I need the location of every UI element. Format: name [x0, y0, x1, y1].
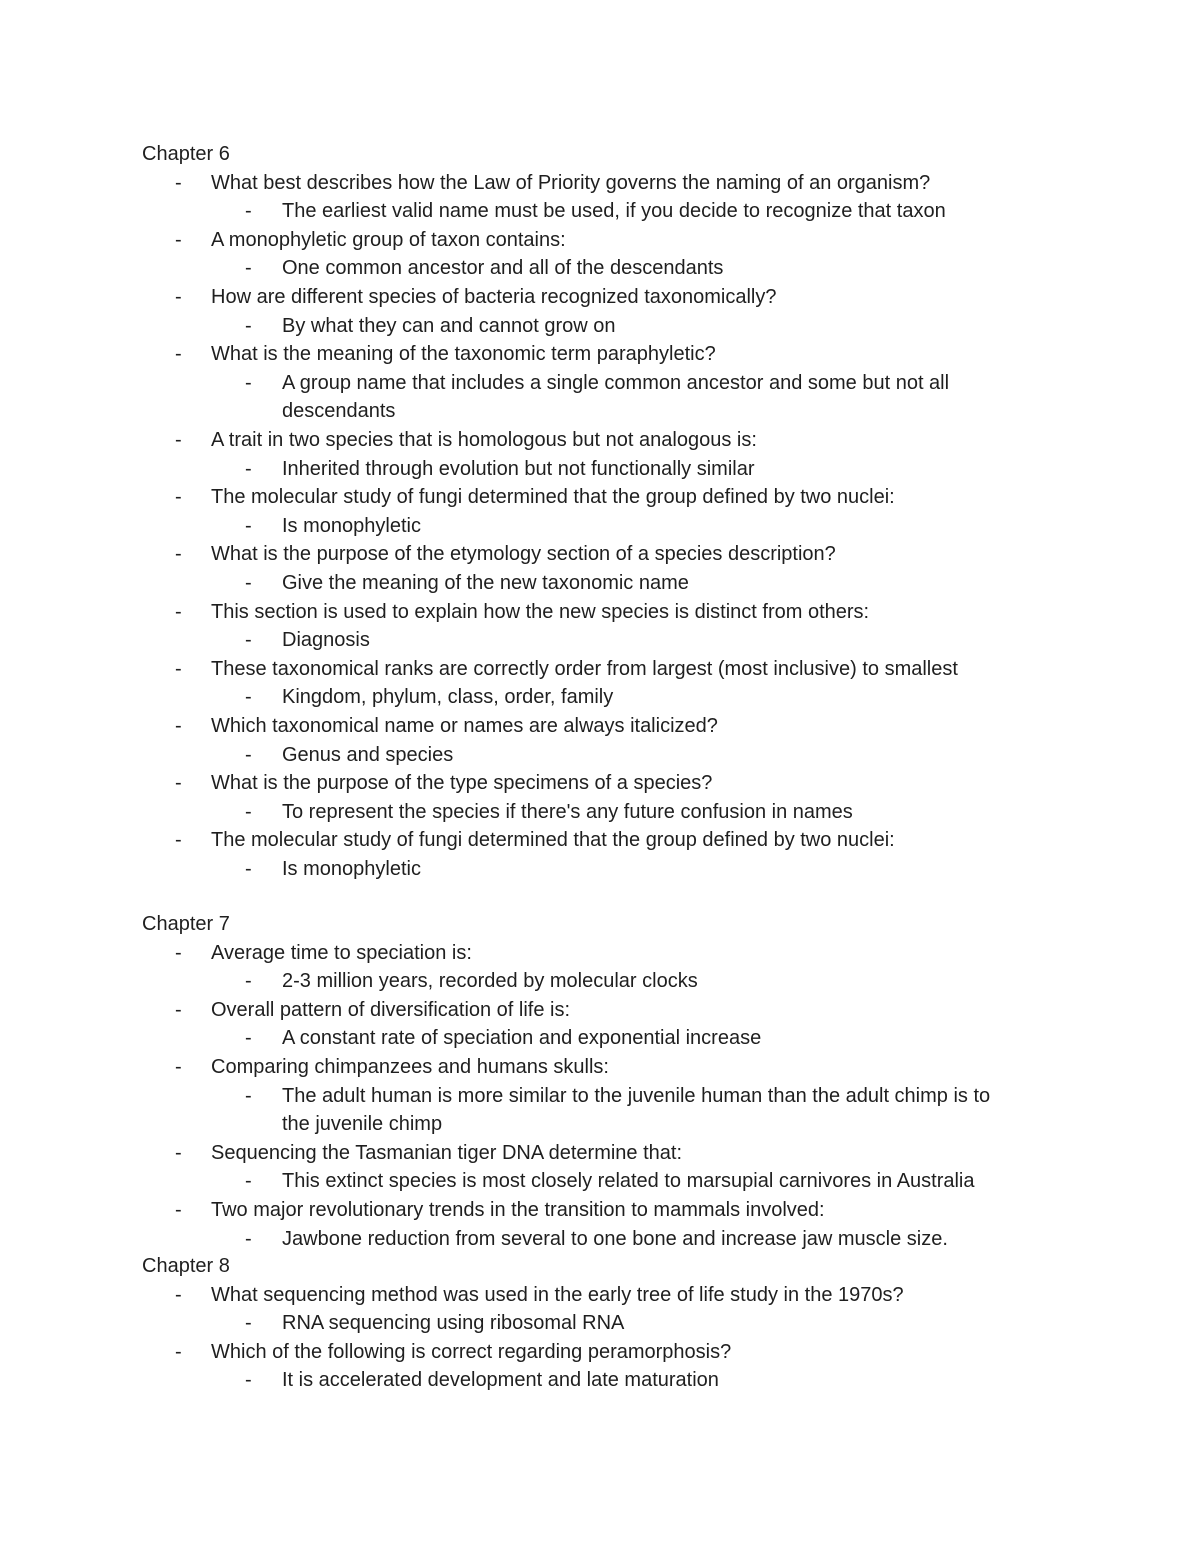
question-text: These taxonomical ranks are correctly order from largest (most inclusive) to smallest — [211, 657, 958, 680]
answer-text: RNA sequencing using ribosomal RNA — [282, 1312, 625, 1335]
question-text: A trait in two species that is homologous but not analogous is: — [211, 429, 757, 451]
answer-text: Jawbone reduction from several to one bone and increase jaw muscle size. — [282, 1227, 948, 1250]
answer-text: descendants — [282, 400, 396, 423]
answer-bullet: - — [245, 200, 252, 223]
answer-bullet: - — [245, 1312, 252, 1335]
answer-bullet: - — [245, 858, 252, 880]
answer-bullet: - — [245, 1369, 252, 1392]
answer-text: Is monophyletic — [282, 514, 421, 537]
chapter-heading: Chapter 8 — [142, 1255, 230, 1277]
question-text: A monophyletic group of taxon contains: — [211, 228, 566, 251]
answer-bullet: - — [245, 572, 252, 594]
question-text: Comparing chimpanzees and humans skulls: — [211, 1056, 609, 1078]
question-text: Average time to speciation is: — [211, 941, 472, 964]
question-bullet: - — [175, 998, 182, 1021]
answer-text: 2-3 million years, recorded by molecular clocks — [282, 970, 698, 993]
question-bullet: - — [175, 429, 182, 451]
question-bullet: - — [175, 486, 182, 509]
answer-bullet: - — [245, 314, 252, 337]
question-bullet: - — [175, 715, 182, 737]
question-text: Which of the following is correct regarding peramorphosis? — [211, 1340, 732, 1363]
answer-bullet: - — [245, 457, 252, 480]
answer-bullet: - — [245, 371, 252, 394]
question-bullet: - — [175, 1340, 182, 1363]
answer-bullet: - — [245, 800, 252, 823]
answer-bullet: - — [245, 743, 252, 766]
question-bullet: - — [175, 1283, 182, 1306]
answer-text: Is monophyletic — [282, 858, 421, 880]
answer-text: This extinct species is most closely related to marsupial carnivores in Australia — [282, 1170, 975, 1193]
question-bullet: - — [175, 600, 182, 623]
question-bullet: - — [175, 772, 182, 795]
question-bullet: - — [175, 286, 182, 308]
answer-text: Inherited through evolution but not functionally similar — [282, 457, 755, 480]
answer-bullet: - — [245, 514, 252, 537]
answer-text: One common ancestor and all of the descendants — [282, 257, 724, 280]
answer-text: The adult human is more similar to the juvenile human than the adult chimp is to — [282, 1084, 991, 1107]
question-bullet: - — [175, 1141, 182, 1164]
question-text: What sequencing method was used in the early tree of life study in the 1970s? — [211, 1283, 904, 1306]
question-bullet: - — [175, 829, 182, 852]
question-text: Two major revolutionary trends in the transition to mammals involved: — [211, 1199, 825, 1221]
question-bullet: - — [175, 171, 182, 194]
question-bullet: - — [175, 343, 182, 366]
question-text: What is the meaning of the taxonomic term paraphyletic? — [211, 343, 716, 366]
answer-text: To represent the species if there's any future confusion in names — [282, 800, 853, 823]
answer-text: By what they can and cannot grow on — [282, 314, 616, 337]
answer-bullet: - — [245, 257, 252, 280]
answer-text: Give the meaning of the new taxonomic name — [282, 572, 689, 594]
question-text: Overall pattern of diversification of life is: — [211, 998, 571, 1021]
question-text: What best describes how the Law of Priority governs the naming of an organism? — [211, 171, 931, 194]
answer-bullet: - — [245, 1170, 252, 1193]
question-text: Which taxonomical name or names are always italicized? — [211, 715, 718, 737]
question-text: The molecular study of fungi determined that the group defined by two nuclei: — [211, 829, 895, 852]
answer-text: Diagnosis — [282, 629, 370, 652]
answer-text: It is accelerated development and late maturation — [282, 1369, 719, 1392]
answer-bullet: - — [245, 686, 252, 709]
question-bullet: - — [175, 228, 182, 251]
question-text: How are different species of bacteria recognized taxonomically? — [211, 286, 777, 308]
question-text: What is the purpose of the etymology section of a species description? — [211, 543, 836, 566]
answer-text: Kingdom, phylum, class, order, family — [282, 686, 614, 709]
answer-text: A group name that includes a single common ancestor and some but not all — [282, 371, 950, 394]
question-bullet: - — [175, 543, 182, 566]
question-text: The molecular study of fungi determined that the group defined by two nuclei: — [211, 486, 895, 509]
answer-text: The earliest valid name must be used, if you decide to recognize that taxon — [282, 200, 946, 223]
answer-bullet: - — [245, 1084, 252, 1107]
chapter-heading: Chapter 6 — [142, 143, 230, 165]
question-bullet: - — [175, 941, 182, 964]
question-text: Sequencing the Tasmanian tiger DNA determine that: — [211, 1141, 683, 1164]
answer-text: the juvenile chimp — [282, 1113, 443, 1136]
answer-bullet: - — [245, 629, 252, 652]
answer-bullet: - — [245, 1227, 252, 1250]
answer-text: Genus and species — [282, 743, 454, 766]
answer-bullet: - — [245, 1027, 252, 1050]
question-text: This section is used to explain how the new species is distinct from others: — [211, 600, 870, 623]
answer-text: A constant rate of speciation and exponential increase — [282, 1027, 762, 1050]
answer-bullet: - — [245, 970, 252, 993]
question-bullet: - — [175, 1056, 182, 1078]
question-bullet: - — [175, 657, 182, 680]
question-text: What is the purpose of the type specimens of a species? — [211, 772, 713, 795]
question-bullet: - — [175, 1199, 182, 1221]
chapter-heading: Chapter 7 — [142, 913, 230, 935]
